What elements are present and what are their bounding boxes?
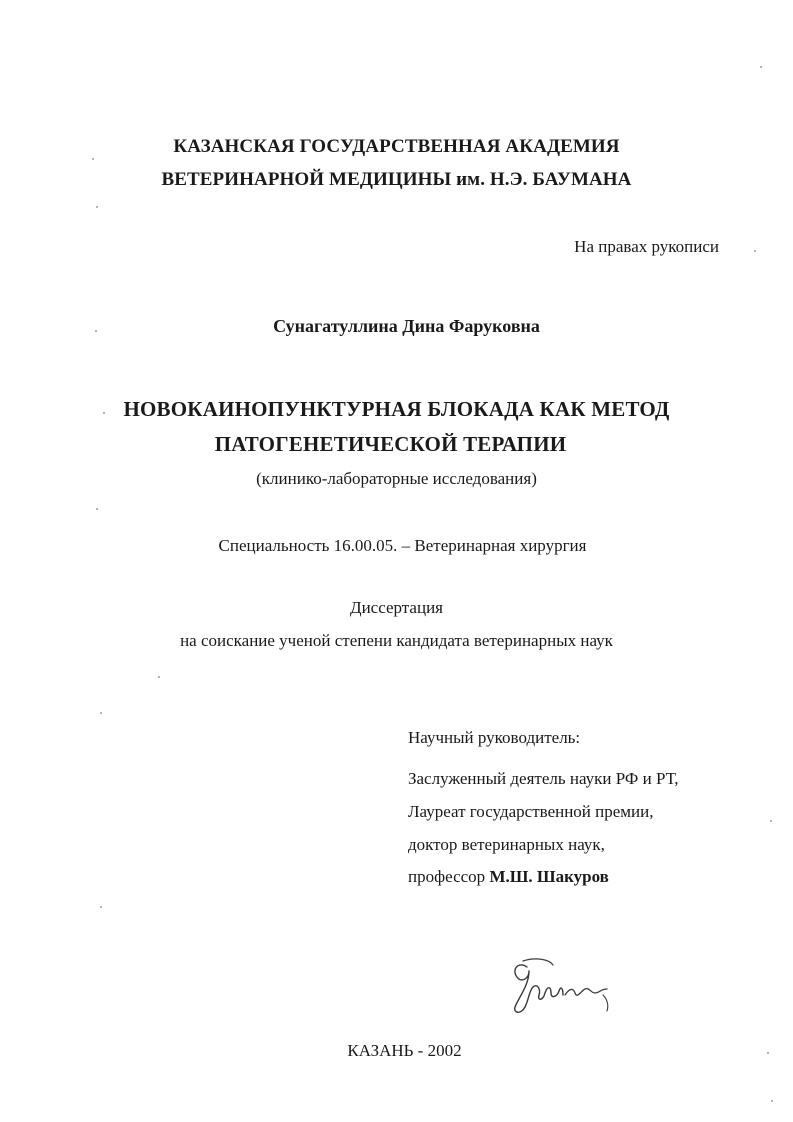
title-line-2: ПАТОГЕНЕТИЧЕСКОЙ ТЕРАПИИ [214, 432, 567, 456]
supervisor-honor-1: Заслуженный деятель науки РФ и РТ, [408, 769, 679, 788]
scan-speck [103, 412, 105, 414]
scan-speck [96, 508, 98, 510]
scan-speck [92, 158, 94, 160]
supervisor-honor-2: Лауреат государственной премии, [408, 802, 654, 821]
scan-speck [767, 1052, 769, 1054]
title-line-1: НОВОКАИНОПУНКТУРНАЯ БЛОКАДА КАК МЕТОД [123, 397, 670, 421]
scan-speck [760, 66, 762, 68]
manuscript-rights-note: На правах рукописи [574, 237, 719, 256]
supervisor-name: М.Ш. Шакуров [489, 867, 609, 886]
scan-speck [100, 906, 102, 908]
supervisor-degree: доктор ветеринарных наук, [408, 835, 605, 854]
supervisor-title-prefix: профессор [408, 867, 486, 886]
author-name: Сунагатуллина Дина Фаруковна [273, 316, 540, 336]
scan-speck [770, 820, 772, 822]
handwritten-signature [505, 955, 615, 1025]
scan-speck [100, 712, 102, 714]
supervisor-label: Научный руководитель: [408, 728, 581, 747]
supervisor-name-line [408, 868, 609, 885]
scan-speck [95, 330, 97, 332]
scan-speck [158, 676, 160, 678]
institution-line-2: ВЕТЕРИНАРНОЙ МЕДИЦИНЫ им. Н.Э. БАУМАНА [161, 169, 632, 190]
dissertation-purpose: на соискание ученой степени кандидата ветеринарных наук [180, 631, 613, 650]
specialty: Специальность 16.00.05. – Ветеринарная хирургия [218, 536, 587, 555]
institution-line-1: КАЗАНСКАЯ ГОСУДАРСТВЕННАЯ АКАДЕМИЯ [173, 136, 620, 157]
scan-speck [771, 1100, 773, 1102]
city-year: КАЗАНЬ - 2002 [347, 1041, 462, 1060]
title-subtitle: (клинико-лабораторные исследования) [256, 469, 537, 488]
dissertation-heading: Диссертация [349, 598, 443, 617]
scan-speck [754, 250, 756, 252]
scan-speck [96, 206, 98, 208]
